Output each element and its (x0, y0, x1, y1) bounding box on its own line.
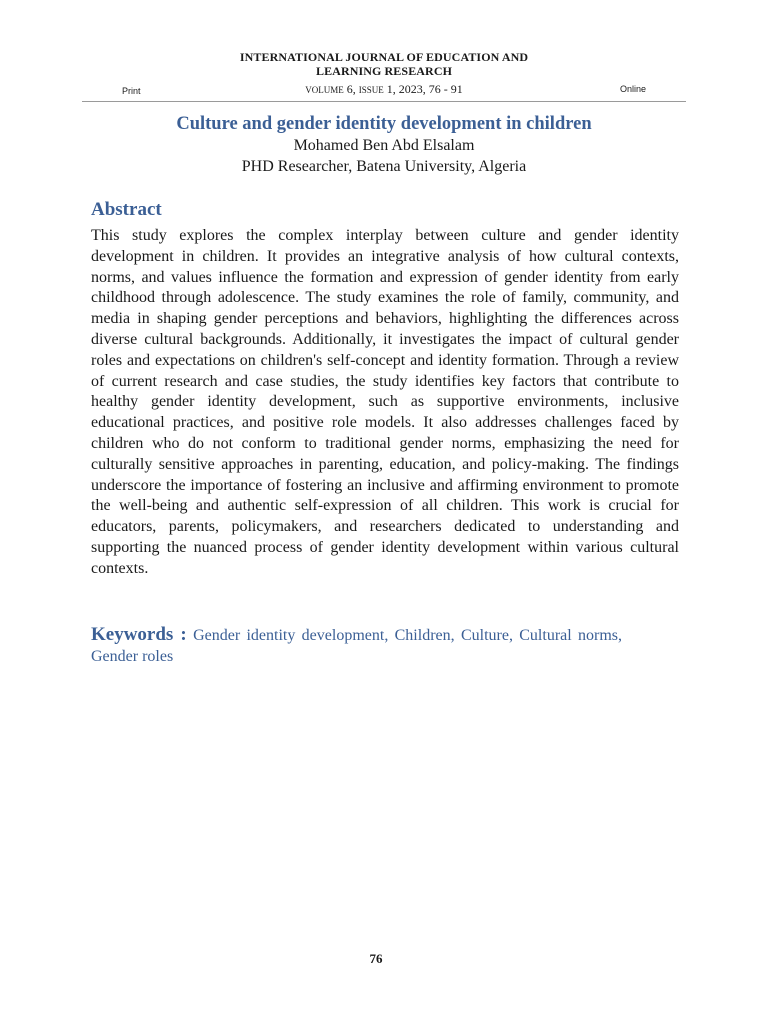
print-issn-label: Print (122, 86, 141, 96)
keywords-list: Gender identity development, Children, Culture, Cultural norms, Gender roles (91, 627, 623, 665)
journal-title-line2: LEARNING RESEARCH (315, 64, 453, 78)
paper-title: Culture and gender identity development in children (176, 114, 592, 134)
online-issn-label: Online (620, 84, 647, 94)
author-name: Mohamed Ben Abd Elsalam (293, 137, 475, 154)
volume-number: 6, (346, 82, 356, 96)
journal-title (0, 50, 768, 78)
issue-word: ISSUE (358, 85, 384, 95)
author-affiliation: PHD Researcher, Batena University, Algeria (241, 158, 527, 175)
volume-issue-line (0, 82, 768, 97)
journal-title-line1: INTERNATIONAL JOURNAL OF EDUCATION AND (239, 50, 529, 64)
issue-details: 1, 2023, 76 - 91 (386, 82, 463, 96)
abstract-body: This study explores the complex interplay between culture and gender identity development in children. It provides an integrative analysis of how cultural contexts, norms, and values influence the formation and expression of gender identity from early childhood through adolescence. The study examines the role of family, community, and media in shaping gender perceptions and behaviors, highlighting the differences across diverse cultural backgrounds. Additionally, it investigates the impact of cultural gender roles and expectations on children's self-concept and identity formation. Through a review of current research and case studies, the study identifies key factors that contribute to healthy gender identity development, such as supportive environments, inclusive educational practices, and positive role models. It also addresses challenges faced by children who do not conform to traditional gender norms, emphasizing the need for culturally sensitive approaches in parenting, education, and policy-making. The findings underscore the importance of fostering an inclusive and affirming environment to promote the well-being and authentic self-expression of all children. This work is crucial for educators, parents, policymakers, and researchers dedicated to understanding and supporting the nuanced process of gender identity development within various cultural contexts. (91, 227, 679, 577)
keywords-section (91, 624, 622, 667)
page-number: 76 (369, 951, 383, 966)
keywords-label: Keywords : (91, 624, 187, 645)
abstract-heading: Abstract (91, 199, 162, 220)
header-divider (82, 101, 686, 102)
volume-word: VOLUME (305, 85, 344, 95)
